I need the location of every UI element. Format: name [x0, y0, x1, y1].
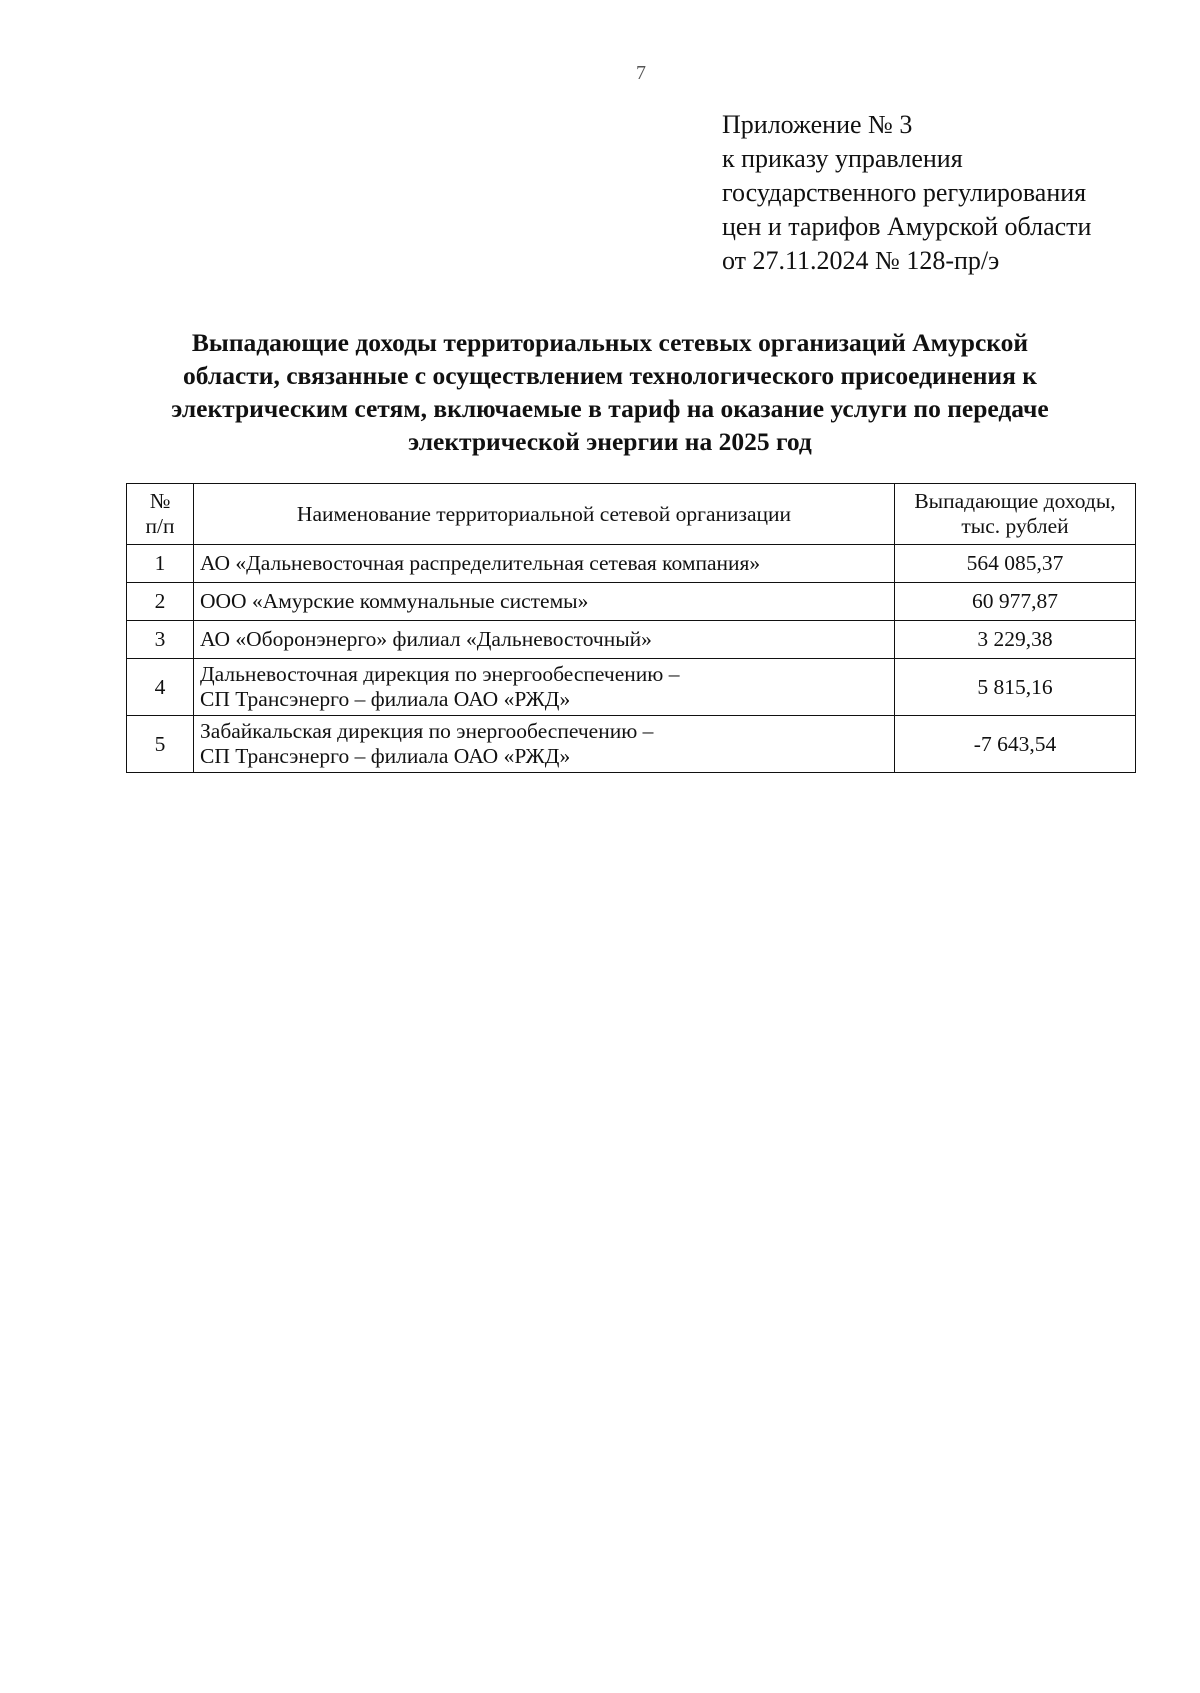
- lost-revenue-value: -7 643,54: [895, 716, 1136, 773]
- lost-revenue-value: 3 229,38: [895, 621, 1136, 659]
- organization-name: [194, 621, 895, 659]
- organization-name: [194, 659, 895, 716]
- appendix-line: к приказу управления: [722, 144, 963, 173]
- table-row: [127, 583, 1136, 621]
- row-number: 1: [127, 545, 194, 583]
- organization-name-line: АО «Оборонэнерго» филиал «Дальневосточный»: [200, 627, 652, 651]
- table-row: [127, 716, 1136, 773]
- header-number: [127, 484, 194, 545]
- lost-revenue-value: 564 085,37: [895, 545, 1136, 583]
- organization-name-line: ООО «Амурские коммунальные системы»: [200, 589, 589, 613]
- header-organization-name: Наименование территориальной сетевой организации: [194, 484, 895, 545]
- lost-revenue-value: 5 815,16: [895, 659, 1136, 716]
- title-line: области, связанные с осуществлением технологического присоединения к: [183, 361, 1037, 390]
- appendix-reference: [722, 108, 1091, 278]
- table-row: [127, 621, 1136, 659]
- lost-revenue-value: 60 977,87: [895, 583, 1136, 621]
- row-number: 4: [127, 659, 194, 716]
- organization-name-line: АО «Дальневосточная распределительная сетевая компания»: [200, 551, 761, 575]
- header-value-line: Выпадающие доходы,: [914, 489, 1116, 513]
- row-number: 5: [127, 716, 194, 773]
- title-line: Выпадающие доходы территориальных сетевых организаций Амурской: [191, 328, 1029, 357]
- appendix-line: цен и тарифов Амурской области: [722, 212, 1092, 241]
- organization-name: [194, 545, 895, 583]
- header-number-line: №: [149, 489, 171, 513]
- organization-name-line: СП Трансэнерго – филиала ОАО «РЖД»: [200, 744, 571, 768]
- title-line: электрическим сетям, включаемые в тариф на оказание услуги по передаче: [171, 394, 1049, 423]
- table-header-row: [127, 484, 1136, 545]
- appendix-line: государственного регулирования: [722, 178, 1087, 207]
- document-title: [120, 326, 1100, 458]
- appendix-line: от 27.11.2024 № 128-пр/э: [722, 246, 1000, 275]
- organization-name-line: СП Трансэнерго – филиала ОАО «РЖД»: [200, 687, 571, 711]
- table-row: [127, 545, 1136, 583]
- organization-name: [194, 716, 895, 773]
- title-line: электрической энергии на 2025 год: [408, 427, 812, 456]
- organization-name: [194, 583, 895, 621]
- header-value-line: тыс. рублей: [961, 514, 1069, 538]
- row-number: 3: [127, 621, 194, 659]
- appendix-line: Приложение № 3: [722, 110, 913, 139]
- organization-name-line: Дальневосточная дирекция по энергообеспечению –: [200, 662, 680, 686]
- organization-name-line: Забайкальская дирекция по энергообеспечению –: [200, 719, 654, 743]
- header-lost-revenue: [895, 484, 1136, 545]
- header-number-line: п/п: [145, 514, 175, 538]
- page-number: 7: [636, 62, 646, 84]
- row-number: 2: [127, 583, 194, 621]
- revenue-table: [126, 483, 1136, 773]
- table-row: [127, 659, 1136, 716]
